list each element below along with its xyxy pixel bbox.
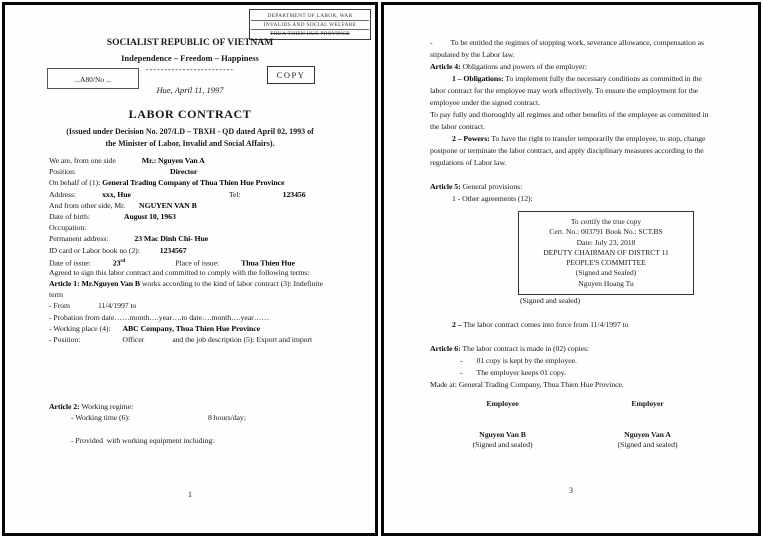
doc-line [430,133,720,145]
doc-line [430,121,720,133]
doc-text-segment: 23 [112,258,121,268]
page1-number: 1 [188,490,192,499]
blank-line [430,331,720,343]
doc-line [430,193,720,205]
doc-line [49,155,351,166]
doc-text-segment: Officer [122,335,145,344]
doc-line [49,401,351,412]
document-number-box: ...A80/No ... [47,68,139,89]
doc-text-segment: The labor contract comes into force from 11/4/1997 to [461,320,629,330]
doc-text-segment: And from other side, Mr. [49,200,126,210]
employer-name: Nguyen Van A [624,430,671,440]
doc-text-segment: To have the right to transfer temporarily the employee, to stop, change [489,134,706,143]
doc-line [49,334,351,345]
doc-text-segment: Place of issue: [175,258,220,268]
cert-box-line: Nguyen Hoang Tu [578,278,634,288]
doc-line [430,37,720,49]
doc-text-segment: labor contract for the employee may work effectively. To ensure the employment for the [430,86,699,95]
doc-text-segment: term [49,290,63,300]
doc-text-segment: - Working time (6): [71,413,130,423]
doc-text-segment: ID card or Labor book no (2): [49,245,140,255]
department-stamp-box [249,9,371,40]
doc-text-segment: Article 1: [49,279,82,289]
doc-text-segment: Date of birth: [49,211,90,221]
doc-text-segment: To implement fully the necessary conditions as committed in the [503,74,702,83]
doc-text-segment: The labor contract is made in (02) copies: [460,344,590,354]
doc-text-segment: - From [49,301,70,311]
signature-employer [575,399,720,451]
doc-text-segment: - Provided with working equipment including: [71,435,215,445]
doc-text-segment: Article 6: [430,344,461,354]
blank-line [430,307,720,319]
signature-employee [430,399,575,451]
doc-text-segment: 23 Mac Dinh Chi- Hue [134,234,209,244]
doc-text-segment: 8 hours/day; [208,413,246,423]
doc-line [49,211,351,222]
doc-line [430,181,720,193]
certification-stamp-box [518,211,694,295]
doc-text-segment: - [430,38,433,47]
doc-text-segment: Working regime: [81,402,134,412]
page2-top-paragraphs [430,37,720,205]
doc-text-segment: rd [120,258,126,264]
place-date-line: Hue, April 11, 1997 [156,85,224,95]
doc-text-segment: Occupation: [49,223,87,233]
stamp-line: DEPARTMENT OF LABOR, WAR [251,12,369,21]
doc-text-segment: 01 copy is kept by the employee. [476,356,577,366]
doc-line [430,355,720,367]
motto-heading: Independence – Freedom – Happiness [121,53,259,63]
doc-text-segment: Agreed to sign this labor contract and committed to comply with the following terms: [49,267,310,277]
doc-text-segment: - Probation from date……month….year….to date….month….year…… [49,312,270,322]
doc-text-segment: Date of issue: [49,258,91,268]
page2-bottom-paragraphs [430,307,720,391]
employer-signed-note: (Signed and sealed) [617,440,678,450]
blank-line [49,356,351,367]
page2-number: 3 [569,486,573,495]
stamp-line: THUA THIEN HUE PROVINCE [270,31,350,37]
doc-text-segment: stipulated by the Labor law. [430,50,515,59]
doc-line [49,222,351,233]
doc-line [430,145,720,157]
signature-section [430,399,720,451]
blank-line [49,379,351,390]
doc-line [430,73,720,85]
doc-line [430,109,720,121]
doc-text-segment: NGUYEN VAN B [139,200,197,210]
cert-box-line: PEOPLE'S COMMITTEE [566,258,646,268]
blank-line [49,368,351,379]
doc-text-segment: Thua Thien Hue [241,258,295,268]
doc-line [49,267,351,278]
doc-text-segment: and the job description (5): Export and import [172,335,313,344]
cert-box-line: Cert. No.: 003791 Book No.: SCT.BS [549,227,663,237]
employer-role-label: Employer [631,399,664,409]
doc-line [49,189,351,200]
doc-text-segment: To pay fully and thoroughly all regimes and other benefits of the employee as committed in [430,110,709,119]
doc-text-segment: works according to the kind of labor contract (3): Indefinite [140,279,323,289]
doc-line [49,312,351,323]
doc-line [49,177,351,188]
doc-text-segment: - [460,368,463,378]
employee-role-label: Employee [486,399,519,409]
divider-dashes: ------------------------ [146,65,234,74]
subtitle-line-1: (Issued under Decision No. 207/LD – TBXH - QD dated April 02, 1993 of [66,127,314,136]
doc-line [49,289,351,300]
doc-line [49,435,351,446]
contract-page-1 [2,2,378,536]
cert-box-line: To certify the true copy [570,217,642,226]
page2-body-text [430,37,720,451]
doc-text-segment: 1234567 [159,245,187,255]
doc-line [49,412,351,423]
doc-line [49,323,351,334]
blank-line [49,345,351,356]
doc-text-segment: Director [170,167,198,177]
republic-heading: SOCIALIST REPUBLIC OF VIETNAM [106,38,274,48]
doc-text-segment: - [460,356,463,366]
doc-text-segment: the labor contract. [430,122,485,131]
doc-text-segment: Address: [49,189,77,199]
doc-text-segment: Article 4: [430,62,461,71]
contract-subtitle [5,126,375,150]
cert-box-line: (Signed and Sealed) [575,268,637,278]
subtitle-line-2: the Minister of Labor, Invalid and Social Affairs). [105,139,275,148]
doc-text-segment: 1 - Other agreements (12): [452,194,533,203]
blank-line [49,424,351,435]
doc-line [430,367,720,379]
doc-line [430,157,720,169]
doc-text-segment: regulations of Labor law. [430,158,507,167]
doc-text-segment: Made at: General Trading Company, Thua Thien Hue Province. [430,380,624,390]
doc-text-segment: Position: [49,167,77,177]
doc-line [49,256,351,267]
cert-box-line: DEPUTY CHAIRMAN OF DISTRCT 11 [543,247,669,257]
employee-signed-note: (Signed and sealed) [472,440,533,450]
doc-text-segment: The employer keeps 01 copy. [476,368,566,378]
doc-text-segment: On behalf of (1): [49,178,103,188]
doc-line [430,319,720,331]
doc-text-segment: Permanent address: [49,234,109,244]
doc-line [49,233,351,244]
page1-body-text [49,155,351,446]
blank-line [430,169,720,181]
cert-box-line: Date: July 23, 2018 [576,237,636,247]
copy-stamp-box: COPY [267,66,315,84]
doc-line [430,379,720,391]
doc-text-segment: Article 5: [430,182,461,191]
doc-text-segment: 2 – Powers: [452,134,490,143]
doc-text-segment: ABC Company, Thua Thien Hue Province [122,323,260,333]
doc-text-segment: Obligations and powers of the employer: [460,62,587,71]
doc-line [49,200,351,211]
doc-line [430,49,720,61]
doc-text-segment: 2 – [452,320,462,330]
doc-text-segment: - Working place (4): [49,323,111,333]
contract-page-3 [381,2,761,536]
contract-title: LABOR CONTRACT [128,107,252,121]
doc-text-segment: Mr.: Nguyen Van A [141,156,205,165]
doc-line [430,85,720,97]
doc-text-segment: - Position: [49,335,81,344]
doc-line [430,61,720,73]
doc-line [430,97,720,109]
doc-text-segment: 123456 [282,189,306,199]
doc-line [49,300,351,311]
signed-and-sealed-note: (Signed and sealed) [520,296,580,306]
doc-text-segment: 11/4/1997 to [97,301,137,311]
doc-text-segment: Tel: [228,189,241,199]
doc-line [49,245,351,256]
doc-text-segment: Mr.Nguyen Van B [81,279,140,289]
doc-text-segment: We are, from one side [49,156,116,165]
doc-text-segment: 1 – Obligations: [452,74,504,83]
stamp-line: INVALIDS AND SOCIAL WELFARE [251,21,369,30]
doc-text-segment: General provisions: [460,182,523,191]
employee-name: Nguyen Van B [479,430,526,440]
doc-text-segment: To be entitled the regimes of stopping work, severance allowance, compensation as [450,38,704,47]
doc-line [49,278,351,289]
doc-line [49,166,351,177]
doc-text-segment: General Trading Company of Thua Thien Hue Province [102,178,285,188]
doc-text-segment: postpone or terminate the labor contract, and apply disciplinary measures according to the [430,146,704,155]
doc-text-segment: employee under the signed contract. [430,98,540,107]
doc-text-segment: xxx, Hue [102,189,131,199]
doc-text-segment: Article 2: [49,402,82,412]
doc-line [430,343,720,355]
doc-text-segment: August 10, 1963 [123,211,176,221]
blank-line [49,390,351,401]
